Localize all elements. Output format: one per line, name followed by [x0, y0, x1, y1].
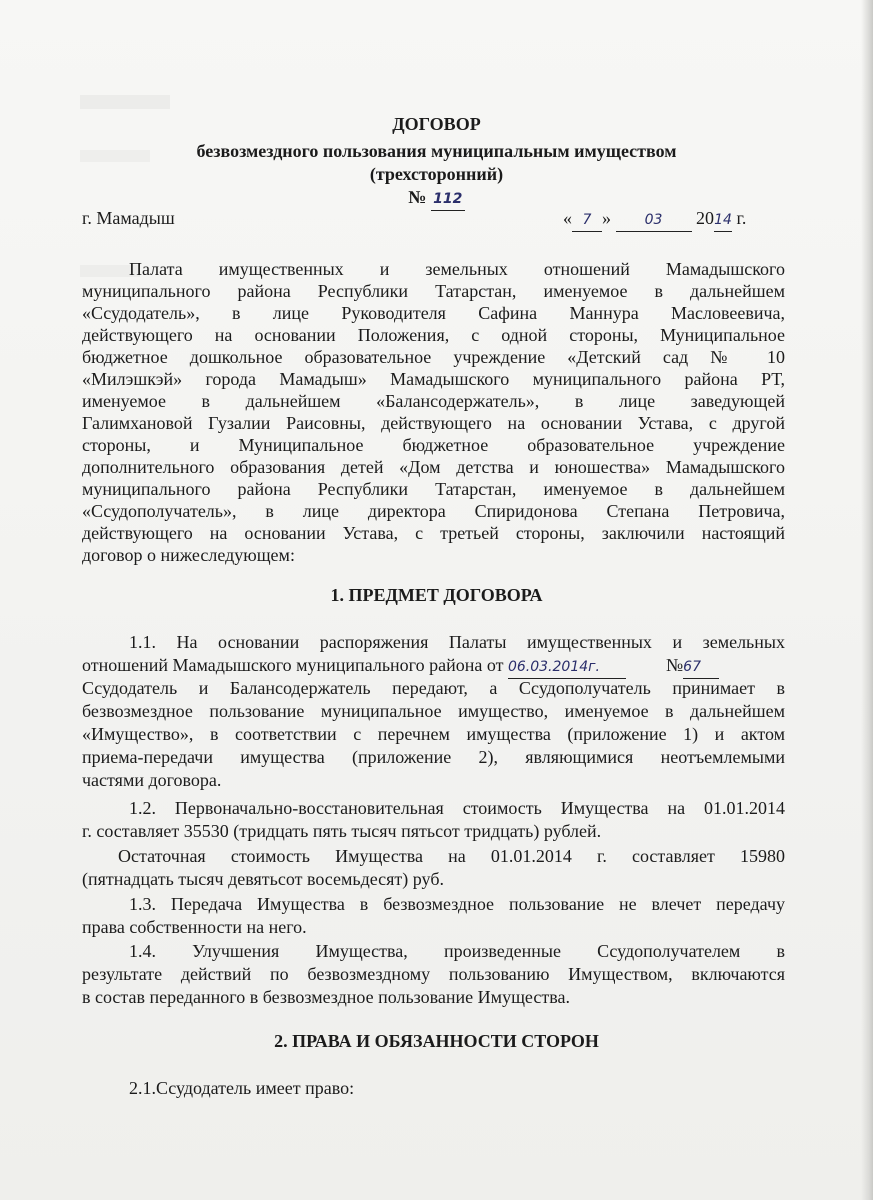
preamble-line: «Ссудополучатель», в лице директора Спиридонова Степана Петровича,: [82, 501, 785, 521]
preamble-line: «Ссудодатель», в лице Руководителя Сафина Маннура Масловеевича,: [82, 303, 785, 323]
order-date-handwritten: 06.03.2014г.: [508, 656, 626, 679]
doc-subtitle: безвозмездного пользования муниципальным имуществом: [196, 141, 677, 161]
contract-date: [563, 207, 746, 232]
date-quote-close: »: [602, 208, 611, 228]
show-through-mark: [80, 95, 170, 109]
number-handwritten: 112: [431, 188, 465, 211]
order-number-handwritten: 67: [683, 656, 719, 679]
doc-title: ДОГОВОР: [392, 114, 481, 134]
clause-1-4-line: в состав переданного в безвозмездное пользование Имущества.: [82, 987, 570, 1007]
number-label: №: [408, 187, 427, 207]
clause-1-3-line: права собственности на него.: [82, 917, 307, 937]
date-month: 03: [616, 209, 692, 232]
date-year-prefix: 20: [696, 208, 714, 228]
clause-1-1-line: безвозмездное пользование муниципальное имущество, именуемое в дальнейшем: [82, 701, 785, 721]
clause-1-1-order-line: [82, 654, 785, 679]
clause-1-4-line: 1.4. Улучшения Имущества, произведенные Ссудополучателем в: [129, 941, 785, 961]
preamble-line: именуемое в дальнейшем «Балансодержатель», в лице заведующей: [82, 391, 785, 411]
date-year-suffix: 14: [714, 209, 732, 232]
preamble-line: дополнительного образования детей «Дом детства и юношества» Мамадышского: [82, 457, 785, 477]
clause-1-1-line: частями договора.: [82, 770, 222, 790]
preamble-line: действующего на основании Положения, с одной стороны, Муниципальное: [82, 325, 785, 345]
clause-1-2-line: г. составляет 35530 (тридцать пять тысяч пятьсот тридцать) рублей.: [82, 821, 602, 841]
clause-2-1-line: 2.1.Ссудодатель имеет право:: [129, 1078, 355, 1098]
clause-1-2b-line: Остаточная стоимость Имущества на 01.01.2014 г. составляет 15980: [118, 846, 785, 866]
preamble-line: «Милэшкэй» города Мамадыш» Мамадышского муниципального района РТ,: [82, 369, 785, 389]
order-number-label: №: [665, 655, 684, 675]
clause-1-1-line: Ссудодатель и Балансодержатель передают, а Ссудополучатель принимает в: [82, 678, 785, 698]
preamble-line: стороны, и Муниципальное бюджетное образовательное учреждение: [82, 435, 785, 455]
clause-1-2b-line: (пятнадцать тысяч девятьсот восемьдесят) руб.: [82, 869, 444, 889]
preamble-line: Палата имущественных и земельных отношений Мамадышского: [129, 259, 785, 279]
date-year-unit: г.: [736, 208, 747, 228]
clause-1-1-line: «Имущество», в соответствии с перечнем имущества (приложение 1) и актом: [82, 724, 785, 744]
clause-1-1-line: приема-передачи имущества (приложение 2), являющимися неотъемлемыми: [82, 747, 785, 767]
preamble-line: Галимхановой Гузалии Раисовны, действующего на основании Устава, с другой: [82, 413, 785, 433]
clause-1-1-text: отношений Мамадышского муниципального района от: [82, 655, 504, 675]
date-quote-open: «: [563, 208, 572, 228]
preamble-line: муниципального района Республики Татарстан, именуемое в дальнейшем: [82, 281, 785, 301]
preamble-line: муниципального района Республики Татарстан, именуемое в дальнейшем: [82, 479, 785, 499]
preamble-line: договор о нижеследующем:: [82, 545, 295, 565]
city: г. Мамадыш: [82, 208, 175, 228]
preamble-line: действующего на основании Устава, с третьей стороны, заключили настоящий: [82, 523, 785, 543]
clause-1-2-line: 1.2. Первоначально-восстановительная стоимость Имущества на 01.01.2014: [129, 798, 785, 818]
clause-1-1-line: 1.1. На основании распоряжения Палаты имущественных и земельных: [129, 632, 785, 652]
clause-1-4-line: результате действий по безвозмездному пользованию Имуществом, включаются: [82, 964, 785, 984]
doc-kind: (трехсторонний): [369, 164, 504, 184]
clause-1-3-line: 1.3. Передача Имущества в безвозмездное пользование не влечет передачу: [129, 894, 785, 914]
date-day: 7: [572, 209, 602, 232]
section-1-title: 1. ПРЕДМЕТ ДОГОВОРА: [330, 585, 543, 605]
section-2-title: 2. ПРАВА И ОБЯЗАННОСТИ СТОРОН: [274, 1031, 599, 1051]
preamble-line: бюджетное дошкольное образовательное учреждение «Детский сад № 10: [82, 347, 785, 367]
